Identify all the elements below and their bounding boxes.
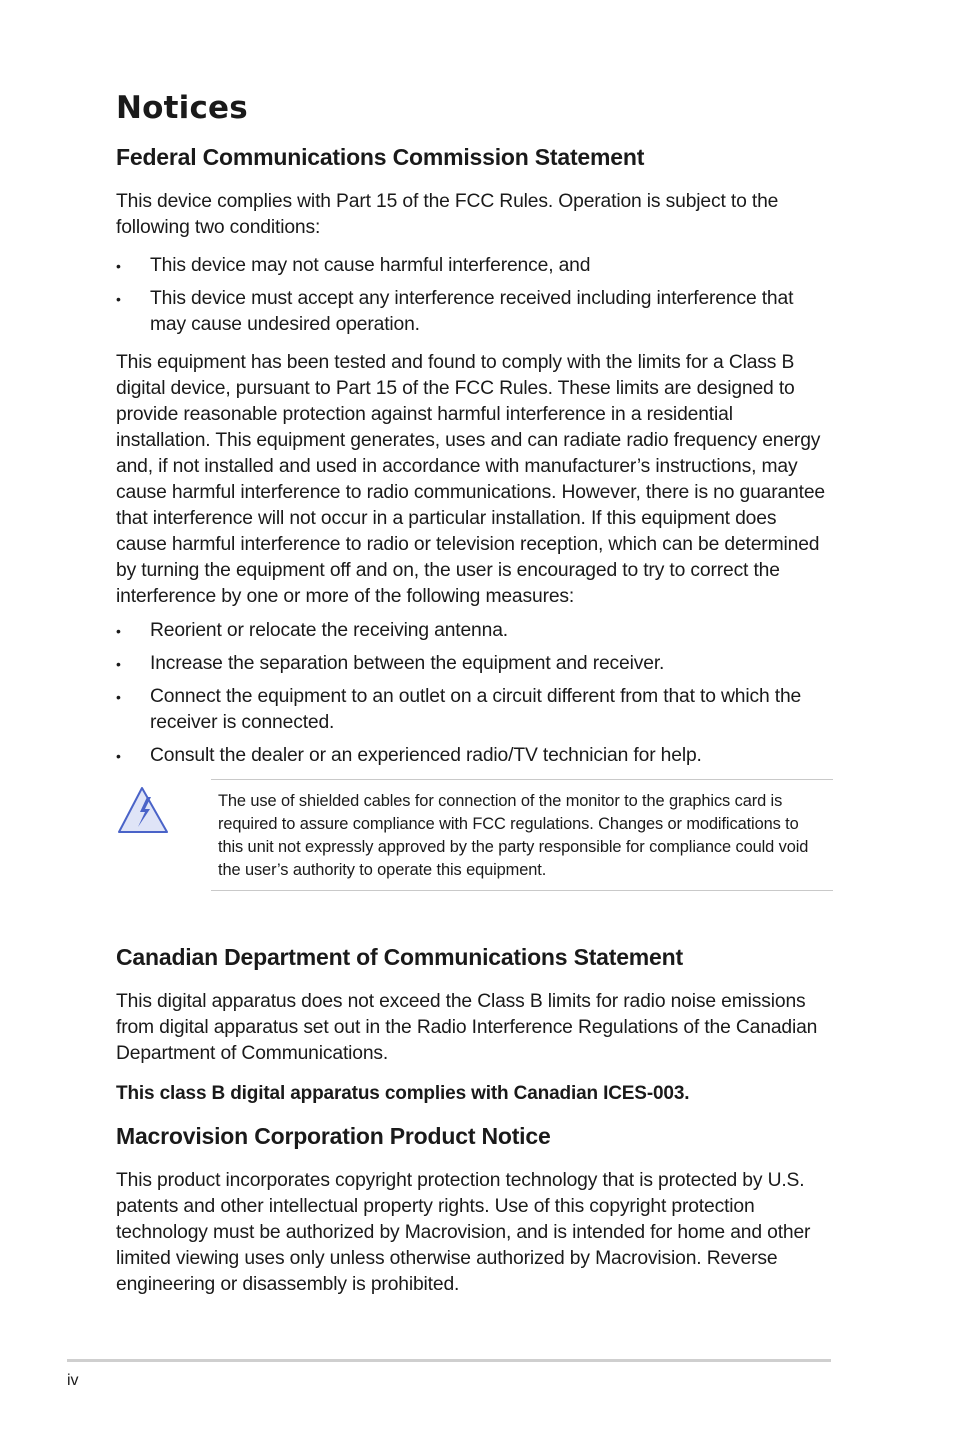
list-item: • Connect the equipment to an outlet on a circuit different from that to which the receiver is connected. [116, 686, 802, 733]
fcc-conditions-list [116, 253, 832, 338]
macrovision-heading: Macrovision Corporation Product Notice [116, 1123, 551, 1149]
list-item: • Consult the dealer or an experienced radio/TV technician for help. [116, 745, 702, 766]
notices-page [116, 90, 832, 1310]
fcc-heading: Federal Communications Commission Statement [116, 144, 645, 170]
fcc-measures-list [116, 618, 832, 769]
canadian-compliance: This class B digital apparatus complies with Canadian ICES-003. [116, 1083, 690, 1104]
fcc-paragraph: This equipment has been tested and found to comply with the limits for a Class B digital device, pursuant to Part 15 of the FCC Rules. These limits are designed to provide reasonable protection against harmful interference in a residential installation. This equipment generates, uses and can radiate radio frequency energy and, if not installed and used in accordance with manufacturer’s instructions, may cause harmful interference to radio communications. However, there is no guarantee that interference will not occur in a particular installation. If this equipment does cause harmful interference to radio or television reception, which can be determined by turning the equipment off and on, the user is encouraged to try to correct the interference by one or more of the following measures: [116, 352, 825, 607]
canadian-section [116, 944, 832, 1107]
note-text: The use of shielded cables for connection of the monitor to the graphics card is required to assure compliance with FCC regulations. Changes or modifications to this unit not expressly approved by the party responsible for compliance could void the user’s authority to operate this equipment. [218, 792, 809, 879]
fcc-section [116, 144, 832, 889]
macrovision-section [116, 1123, 832, 1298]
list-item: • Increase the separation between the equipment and receiver. [116, 653, 665, 674]
canadian-paragraph: This digital apparatus does not exceed the Class B limits for radio noise emissions from digital apparatus set out in the Radio Interference Regulations of the Canadian Department of Communications. [116, 991, 818, 1064]
warning-lightning-icon [116, 785, 170, 835]
macrovision-paragraph: This product incorporates copyright protection technology that is protected by U.S. patents and other intellectual property rights. Use of this copyright protection technology must be authorized by Macrovision, and is intended for home and other limited viewing uses only unless otherwise authorized by Macrovision. Reverse engineering or disassembly is prohibited. [116, 1170, 811, 1295]
list-item: • This device may not cause harmful interference, and [116, 255, 591, 276]
fcc-intro: This device complies with Part 15 of the FCC Rules. Operation is subject to the following two conditions: [116, 191, 779, 238]
fcc-note [116, 779, 832, 889]
page-number: iv [67, 1372, 79, 1389]
page-title: Notices [116, 90, 248, 126]
list-item: • Reorient or relocate the receiving antenna. [116, 620, 508, 641]
canadian-heading: Canadian Department of Communications Statement [116, 944, 683, 970]
list-item: • This device must accept any interference received including interference that may cause undesired operation. [116, 288, 794, 335]
note-box [211, 779, 833, 891]
footer-rule [67, 1359, 831, 1362]
